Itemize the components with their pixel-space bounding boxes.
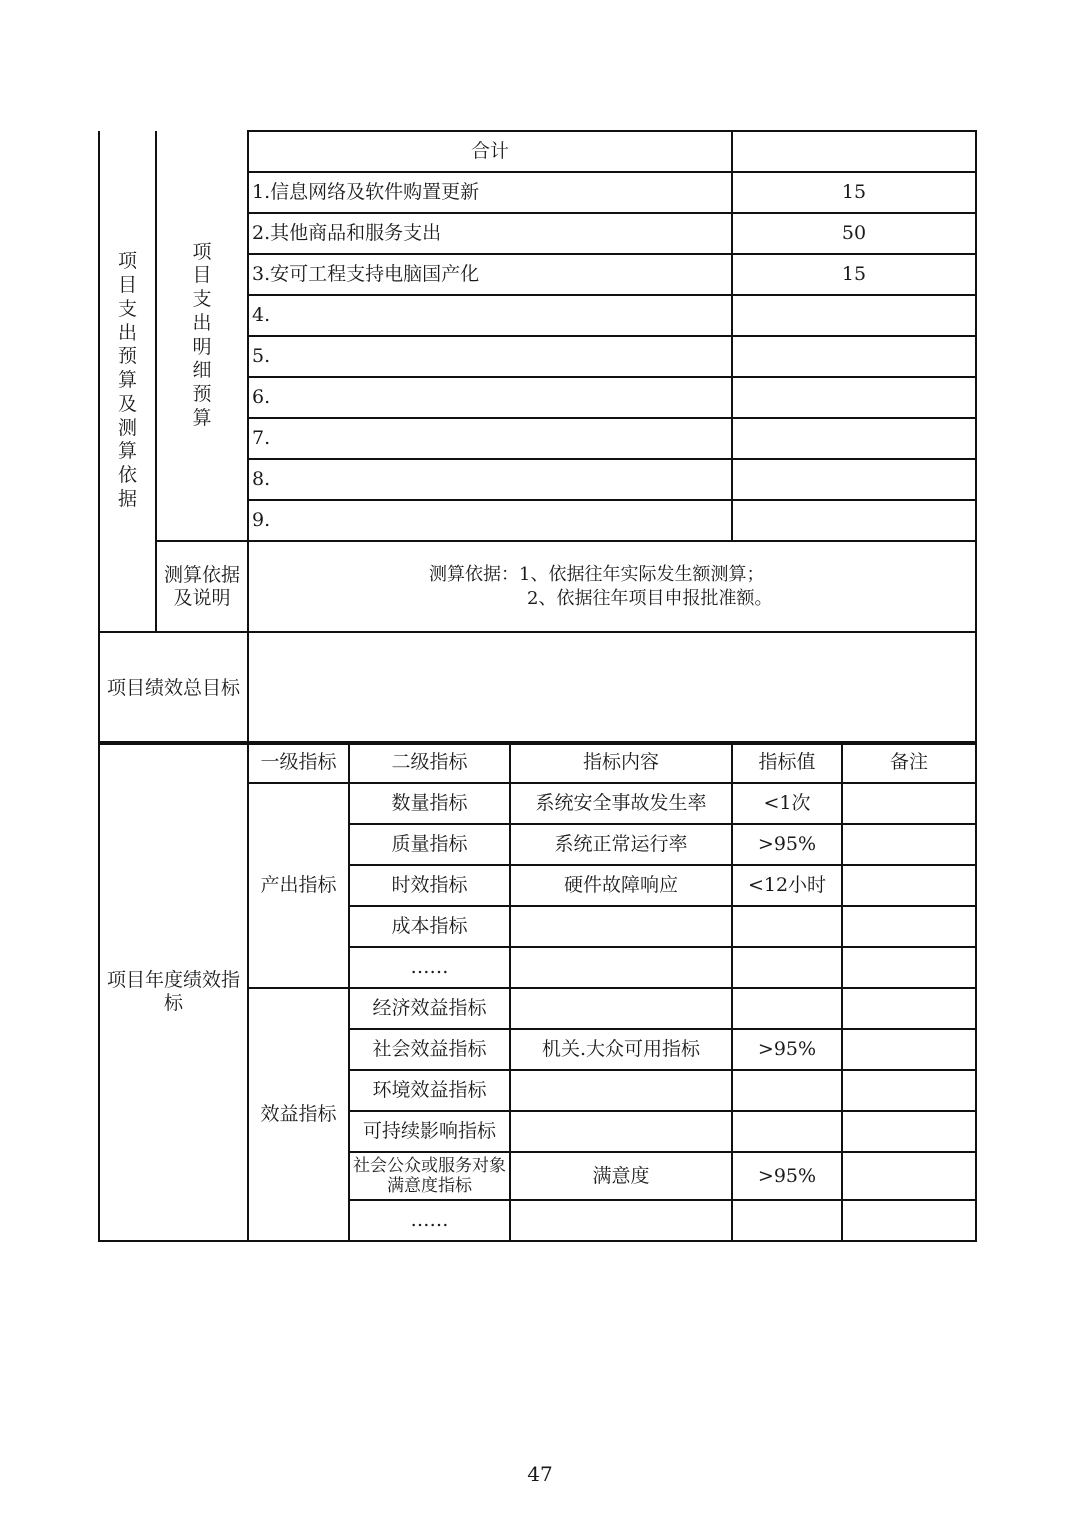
content-cell: 满意度 [510,1152,732,1200]
basis-label: 测算依据及说明 [156,541,248,632]
content-cell [510,1111,732,1152]
budget-item-name: 7. [248,418,732,459]
level2-cell: …… [349,1200,510,1241]
content-cell [510,947,732,988]
level2-cell: 质量指标 [349,824,510,865]
content-cell: 硬件故障响应 [510,865,732,906]
content-cell [510,988,732,1029]
basis-line-2: 2、依据往年项目申报批准额。 [527,587,773,609]
budget-item-value: 15 [732,172,976,213]
level2-cell: 社会效益指标 [349,1029,510,1070]
header-level2: 二级指标 [349,742,510,783]
content-cell [510,906,732,947]
overall-goal-label: 项目绩效总目标 [99,632,248,744]
level2-cell: 可持续影响指标 [349,1111,510,1152]
content-cell: 机关.大众可用指标 [510,1029,732,1070]
content-cell [510,1070,732,1111]
budget-item-value [732,500,976,541]
note-cell [842,1029,976,1070]
value-cell: >95% [732,824,842,865]
value-cell [732,1070,842,1111]
budget-table [98,130,977,745]
budget-item-name: 2.其他商品和服务支出 [248,213,732,254]
total-value [732,131,976,172]
budget-item-value [732,377,976,418]
budget-item-value: 15 [732,254,976,295]
note-cell [842,906,976,947]
note-cell [842,1152,976,1200]
budget-section-label: 项目支出预算及测算依据 [99,131,156,632]
value-cell: <1次 [732,783,842,824]
value-cell: >95% [732,1152,842,1200]
budget-item-value [732,336,976,377]
value-cell [732,1111,842,1152]
note-cell [842,947,976,988]
page-number: 47 [527,1462,553,1486]
basis-line-1: 测算依据：1、依据往年实际发生额测算； [429,564,765,586]
content-cell: 系统正常运行率 [510,824,732,865]
content-cell [510,1200,732,1241]
note-cell [842,1070,976,1111]
level2-cell: 社会公众或服务对象满意度指标 [349,1152,510,1200]
note-cell [842,865,976,906]
budget-item-value [732,295,976,336]
budget-item-name: 4. [248,295,732,336]
header-level1: 一级指标 [248,742,349,783]
note-cell [842,783,976,824]
value-cell [732,906,842,947]
budget-item-name: 3.安可工程支持电脑国产化 [248,254,732,295]
budget-item-name: 8. [248,459,732,500]
value-cell [732,988,842,1029]
overall-goal-value [248,632,976,744]
level2-cell: 经济效益指标 [349,988,510,1029]
note-cell [842,1111,976,1152]
level1-output: 产出指标 [248,783,349,988]
value-cell [732,947,842,988]
budget-item-name: 1.信息网络及软件购置更新 [248,172,732,213]
indicators-label: 项目年度绩效指标 [99,742,248,1241]
header-content: 指标内容 [510,742,732,783]
budget-item-name: 5. [248,336,732,377]
value-cell: <12小时 [732,865,842,906]
header-value: 指标值 [732,742,842,783]
header-note: 备注 [842,742,976,783]
level1-benefit: 效益指标 [248,988,349,1241]
budget-item-value [732,459,976,500]
content-cell: 系统安全事故发生率 [510,783,732,824]
budget-item-name: 9. [248,500,732,541]
budget-item-name: 6. [248,377,732,418]
level2-cell: 环境效益指标 [349,1070,510,1111]
detail-budget-label: 项目支出明细预算 [156,131,248,541]
note-cell [842,1200,976,1241]
value-cell [732,1200,842,1241]
level2-cell: …… [349,947,510,988]
total-label: 合计 [248,131,732,172]
budget-item-value [732,418,976,459]
indicators-table [98,741,977,1242]
level2-cell: 成本指标 [349,906,510,947]
basis-text [248,541,976,632]
note-cell [842,988,976,1029]
budget-item-value: 50 [732,213,976,254]
note-cell [842,824,976,865]
level2-cell: 数量指标 [349,783,510,824]
value-cell: >95% [732,1029,842,1070]
level2-cell: 时效指标 [349,865,510,906]
